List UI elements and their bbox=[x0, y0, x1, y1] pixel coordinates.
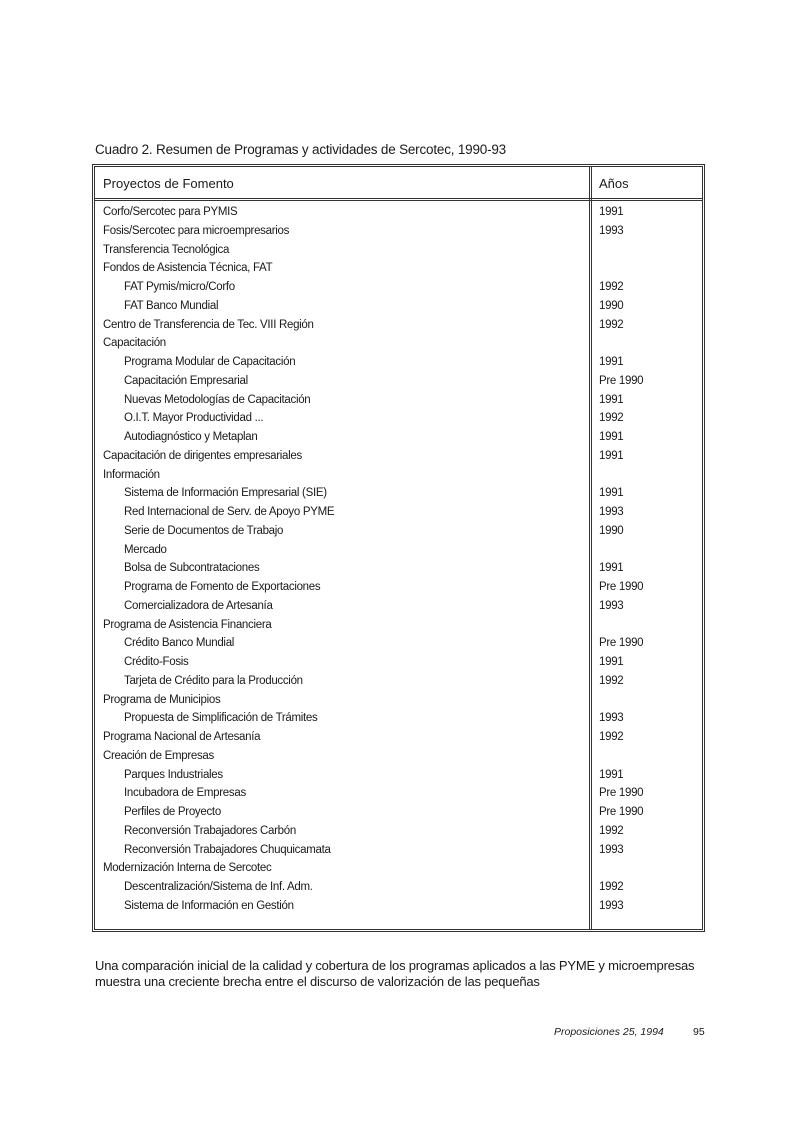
table-row bbox=[95, 467, 702, 486]
row-year: 1991 bbox=[599, 768, 624, 781]
row-project-name: FAT Pymis/micro/Corfo bbox=[124, 281, 235, 293]
table-row bbox=[95, 523, 702, 542]
row-year: 1991 bbox=[599, 656, 624, 668]
row-project-name: Incubadora de Empresas bbox=[124, 787, 246, 800]
table-row bbox=[95, 410, 702, 429]
footer-journal: Proposiciones 25, 1994 bbox=[554, 1026, 664, 1038]
row-year: 1993 bbox=[599, 712, 624, 725]
table-row bbox=[95, 842, 702, 861]
row-year: 1992 bbox=[599, 281, 624, 293]
row-project-name: Capacitación de dirigentes empresariales bbox=[103, 449, 302, 462]
table-row bbox=[95, 560, 702, 579]
row-project-name: Modernización Interna de Sercotec bbox=[103, 862, 272, 875]
row-year: 1990 bbox=[599, 299, 624, 312]
table-row bbox=[95, 223, 702, 242]
row-year: 1993 bbox=[599, 506, 624, 518]
row-project-name: Programa de Municipios bbox=[103, 693, 221, 706]
table-row bbox=[95, 692, 702, 711]
row-project-name: Programa de Fomento de Exportaciones bbox=[124, 581, 321, 593]
row-project-name: Propuesta de Simplificación de Trámites bbox=[124, 712, 318, 725]
header-projects: Proyectos de Fomento bbox=[103, 176, 234, 191]
row-project-name: Parques Industriales bbox=[124, 768, 223, 781]
row-year: 1991 bbox=[599, 356, 624, 368]
row-project-name: Fondos de Asistencia Técnica, FAT bbox=[103, 262, 273, 275]
row-project-name: Crédito Banco Mundial bbox=[124, 637, 235, 650]
table-header bbox=[95, 167, 702, 201]
table-row bbox=[95, 710, 702, 729]
row-year: 1992 bbox=[599, 412, 624, 425]
row-project-name: Programa Modular de Capacitación bbox=[124, 356, 296, 368]
row-project-name: O.I.T. Mayor Productividad ... bbox=[124, 412, 264, 425]
row-year: Pre 1990 bbox=[599, 581, 644, 593]
row-project-name: Reconversión Trabajadores Chuquicamata bbox=[124, 843, 331, 856]
table-row bbox=[95, 879, 702, 898]
row-project-name: Autodiagnóstico y Metaplan bbox=[124, 431, 258, 443]
table-row bbox=[95, 354, 702, 373]
table-row bbox=[95, 279, 702, 298]
row-project-name: Serie de Documentos de Trabajo bbox=[124, 524, 284, 537]
row-year: Pre 1990 bbox=[599, 374, 644, 387]
programs-table bbox=[92, 164, 705, 932]
row-year: 1992 bbox=[599, 824, 624, 837]
row-year: 1992 bbox=[599, 318, 624, 331]
row-project-name: Sistema de Información en Gestión bbox=[124, 899, 294, 912]
table-row bbox=[95, 242, 702, 261]
row-project-name: Comercializadora de Artesanía bbox=[124, 599, 273, 612]
table-row bbox=[95, 335, 702, 354]
table-row bbox=[95, 767, 702, 786]
row-project-name: Perfiles de Proyecto bbox=[124, 806, 221, 818]
row-project-name: Red Internacional de Serv. de Apoyo PYME bbox=[124, 506, 335, 518]
row-project-name: Reconversión Trabajadores Carbón bbox=[124, 824, 296, 837]
row-project-name: Tarjeta de Crédito para la Producción bbox=[124, 674, 303, 687]
table-row bbox=[95, 448, 702, 467]
row-project-name: Crédito-Fosis bbox=[124, 656, 189, 668]
row-year: 1993 bbox=[599, 224, 624, 237]
table-row bbox=[95, 748, 702, 767]
header-years: Años bbox=[599, 176, 629, 191]
row-year: 1992 bbox=[599, 731, 624, 743]
table-row bbox=[95, 392, 702, 411]
table-row bbox=[95, 823, 702, 842]
row-year: Pre 1990 bbox=[599, 787, 644, 800]
row-year: 1991 bbox=[599, 431, 624, 443]
table-row bbox=[95, 485, 702, 504]
table-row bbox=[95, 260, 702, 279]
row-project-name: Programa Nacional de Artesanía bbox=[103, 731, 261, 743]
row-year: Pre 1990 bbox=[599, 637, 644, 650]
table-row bbox=[95, 317, 702, 336]
table-row bbox=[95, 298, 702, 317]
row-year: 1990 bbox=[599, 524, 624, 537]
row-project-name: Mercado bbox=[124, 543, 167, 556]
row-year: 1992 bbox=[599, 674, 624, 687]
row-year: 1992 bbox=[599, 881, 624, 893]
row-project-name: Fosis/Sercotec para microempresarios bbox=[103, 224, 290, 237]
table-row bbox=[95, 898, 702, 917]
table-row bbox=[95, 860, 702, 879]
row-year: 1991 bbox=[599, 393, 624, 406]
row-project-name: Bolsa de Subcontrataciones bbox=[124, 562, 260, 575]
row-year: 1993 bbox=[599, 599, 624, 612]
table-row bbox=[95, 785, 702, 804]
row-project-name: Nuevas Metodologías de Capacitación bbox=[124, 393, 311, 406]
table-row bbox=[95, 617, 702, 636]
row-year: 1991 bbox=[599, 206, 624, 218]
table-row bbox=[95, 804, 702, 823]
table-caption: Cuadro 2. Resumen de Programas y actividades de Sercotec, 1990-93 bbox=[95, 142, 506, 157]
page-number: 95 bbox=[693, 1026, 705, 1038]
row-year: 1993 bbox=[599, 899, 624, 912]
table-row bbox=[95, 429, 702, 448]
row-project-name: Transferencia Tecnológica bbox=[103, 243, 230, 256]
table-row bbox=[95, 673, 702, 692]
table-row bbox=[95, 598, 702, 617]
row-project-name: Creación de Empresas bbox=[103, 749, 214, 762]
row-project-name: Sistema de Información Empresarial (SIE) bbox=[124, 487, 327, 500]
row-year: 1993 bbox=[599, 843, 624, 856]
row-year: 1991 bbox=[599, 562, 624, 575]
table-row bbox=[95, 204, 702, 223]
row-project-name: FAT Banco Mundial bbox=[124, 299, 219, 312]
row-project-name: Corfo/Sercotec para PYMIS bbox=[103, 206, 238, 218]
table-body bbox=[95, 204, 702, 917]
row-year: 1991 bbox=[599, 449, 624, 462]
table-row bbox=[95, 654, 702, 673]
body-paragraph: Una comparación inicial de la calidad y cobertura de los programas aplicados a las PYME y microempresas muestra una creciente brecha entre el discurso de valorización de las pequeñas bbox=[95, 958, 695, 989]
table-row bbox=[95, 579, 702, 598]
row-project-name: Centro de Transferencia de Tec. VIII Región bbox=[103, 318, 314, 331]
row-project-name: Capacitación bbox=[103, 337, 166, 350]
table-row bbox=[95, 373, 702, 392]
row-project-name: Información bbox=[103, 468, 160, 481]
table-row bbox=[95, 635, 702, 654]
row-year: 1991 bbox=[599, 487, 624, 500]
row-year: Pre 1990 bbox=[599, 806, 644, 818]
table-row bbox=[95, 504, 702, 523]
row-project-name: Programa de Asistencia Financiera bbox=[103, 618, 272, 631]
table-row bbox=[95, 542, 702, 561]
row-project-name: Capacitación Empresarial bbox=[124, 374, 248, 387]
row-project-name: Descentralización/Sistema de Inf. Adm. bbox=[124, 881, 313, 893]
table-row bbox=[95, 729, 702, 748]
